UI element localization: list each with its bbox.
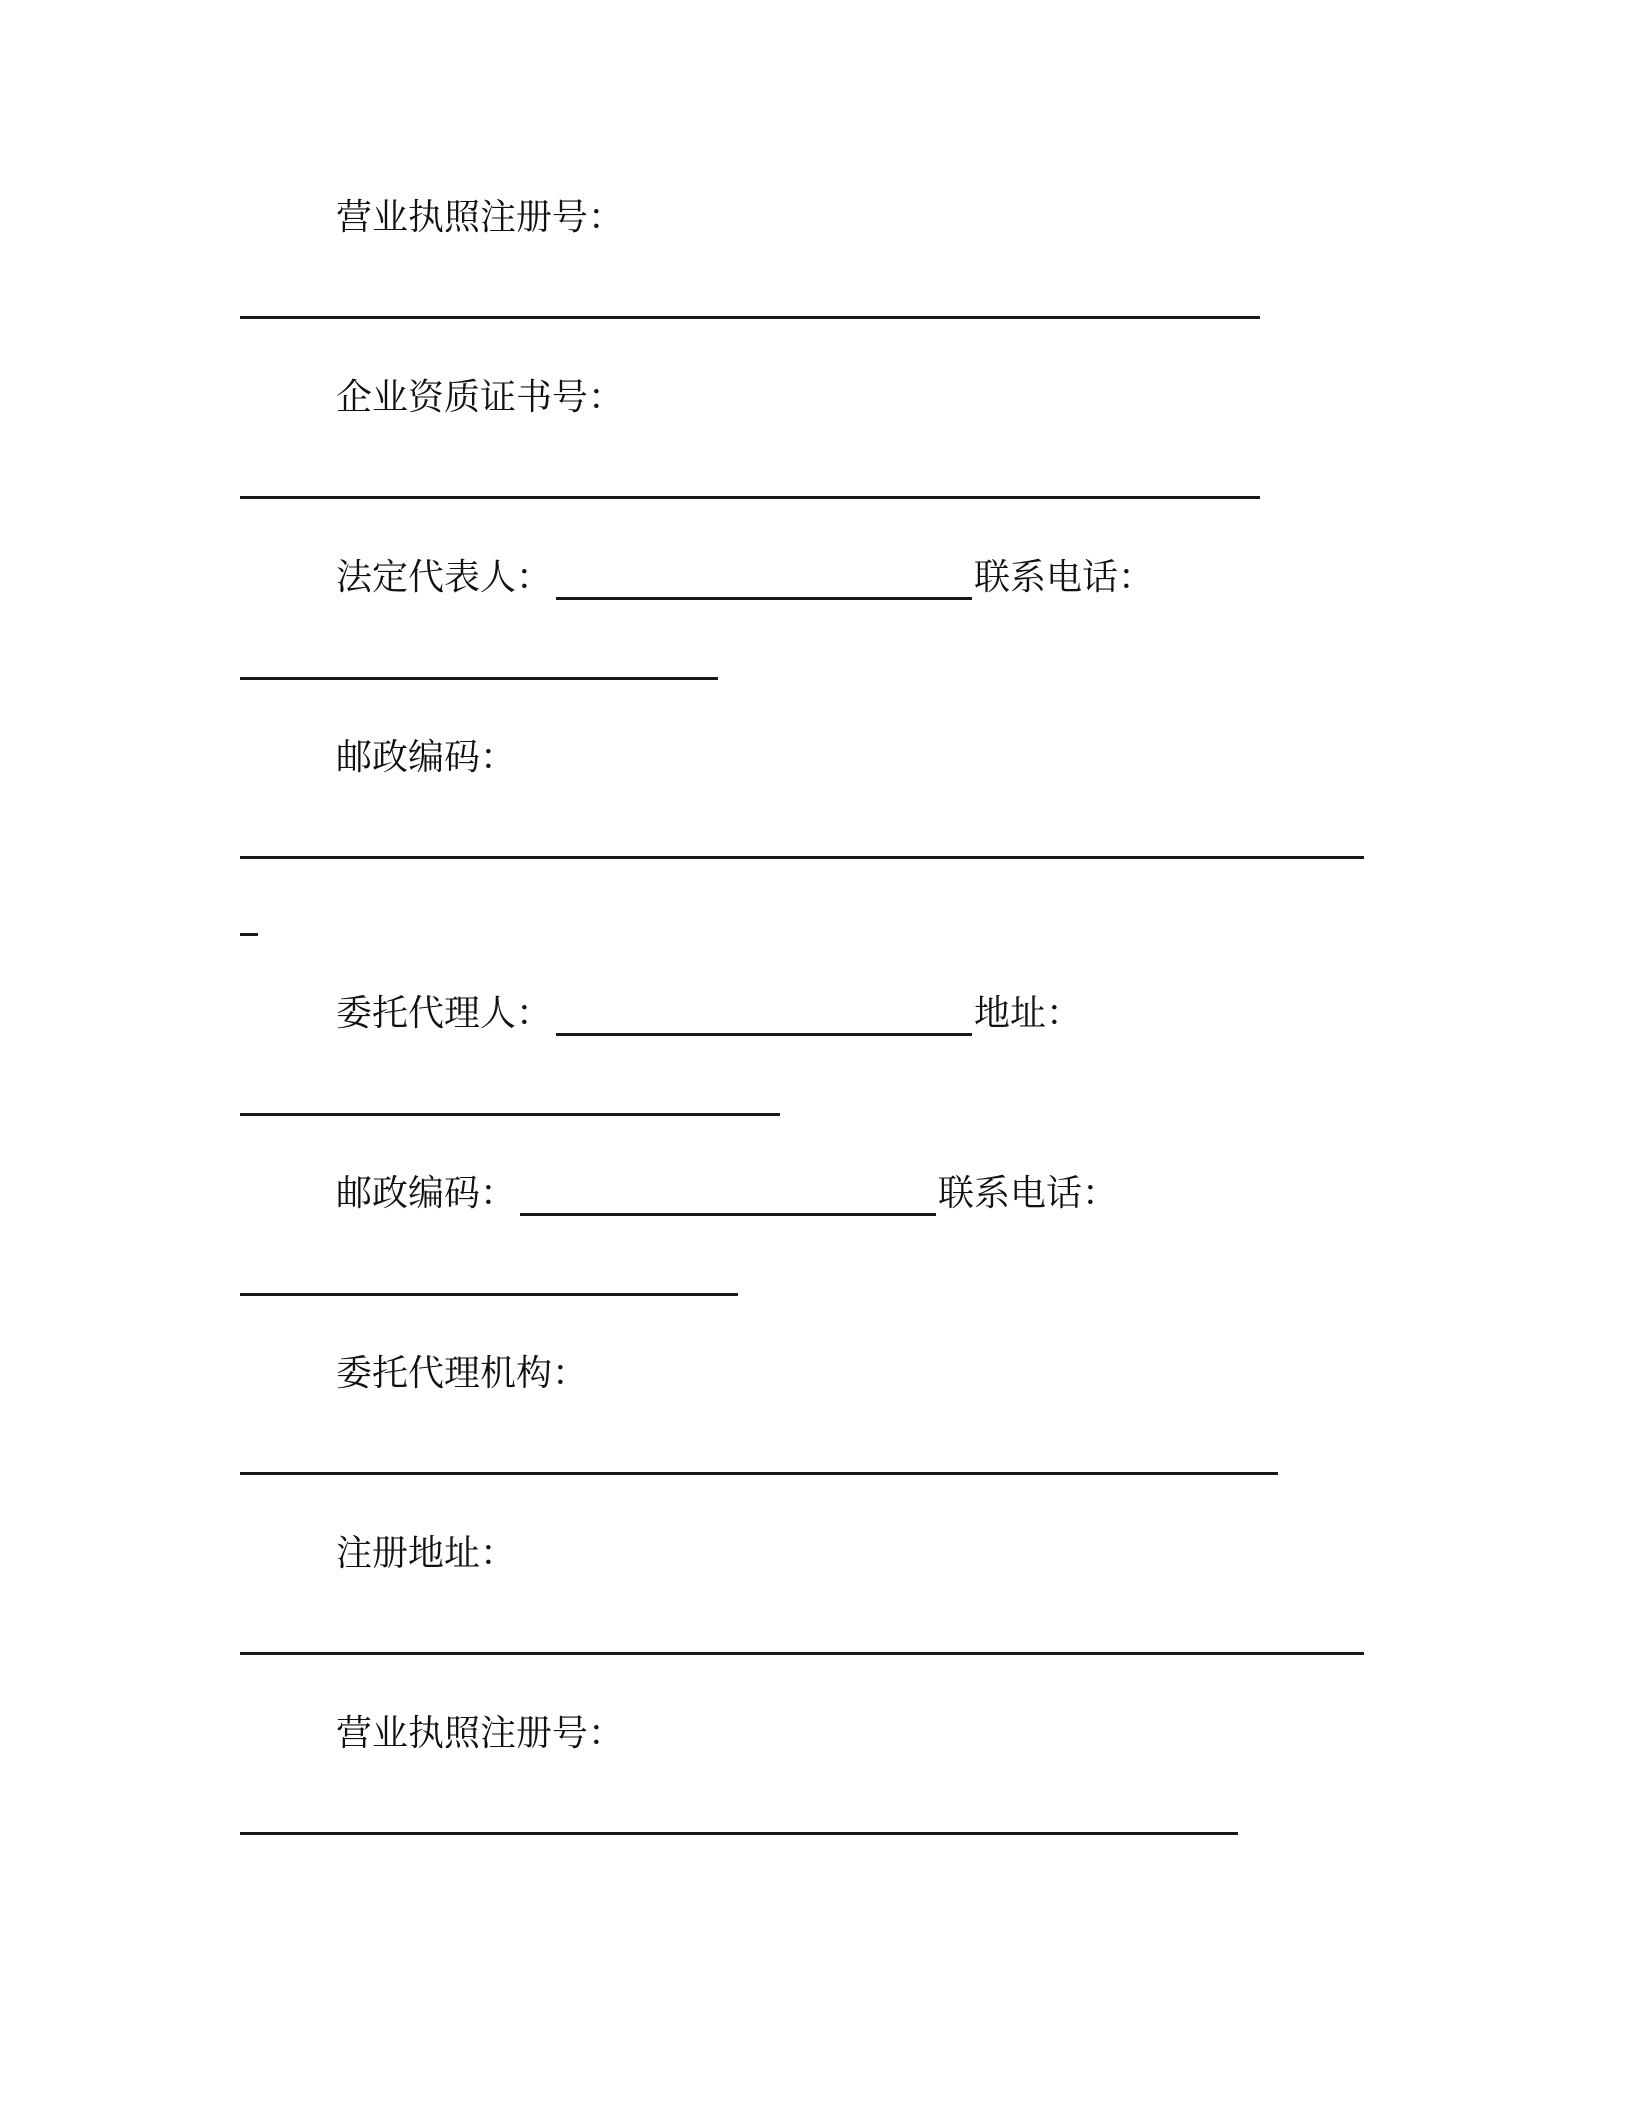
fill-in-line[interactable]: [240, 1832, 1238, 1835]
agency-label: 委托代理机构：: [336, 1353, 589, 1394]
agent-label: 委托代理人：: [336, 993, 553, 1034]
field-label: [938, 1170, 1118, 1218]
phone-label: 联系电话：: [974, 557, 1155, 598]
fill-in-line[interactable]: [240, 933, 258, 936]
registered-address-label: 注册地址：: [336, 1533, 517, 1574]
fill-in-line[interactable]: [240, 316, 1260, 319]
field-label: [0, 554, 552, 602]
business-license-label: 营业执照注册号：: [336, 197, 625, 238]
business-license-label: 营业执照注册号：: [336, 1713, 625, 1754]
fill-in-line[interactable]: [240, 1652, 1364, 1655]
address-label: 地址：: [974, 993, 1083, 1034]
phone-label: 联系电话：: [938, 1173, 1119, 1214]
fill-in-line[interactable]: [520, 1213, 936, 1216]
legal-representative-label: 法定代表人：: [336, 557, 553, 598]
fill-in-line[interactable]: [240, 677, 718, 680]
fill-in-line[interactable]: [240, 1293, 738, 1296]
field-label: [0, 734, 516, 782]
postal-code-label: 邮政编码：: [336, 737, 517, 778]
qualification-cert-label: 企业资质证书号：: [336, 377, 625, 418]
fill-in-line[interactable]: [240, 1113, 780, 1116]
field-label: [974, 554, 1154, 602]
fill-in-line[interactable]: [240, 496, 1260, 499]
field-label: [0, 194, 624, 242]
fill-in-line[interactable]: [240, 856, 1364, 859]
field-label: [0, 374, 624, 422]
fill-in-line[interactable]: [240, 1472, 1278, 1475]
field-label: [0, 1170, 516, 1218]
field-label: [0, 1350, 588, 1398]
field-label: [0, 1710, 624, 1758]
field-label: [0, 1530, 516, 1578]
field-label: [974, 990, 1082, 1038]
fill-in-line[interactable]: [556, 1033, 972, 1036]
postal-code-label: 邮政编码：: [336, 1173, 517, 1214]
field-label: [0, 990, 552, 1038]
fill-in-line[interactable]: [556, 597, 972, 600]
